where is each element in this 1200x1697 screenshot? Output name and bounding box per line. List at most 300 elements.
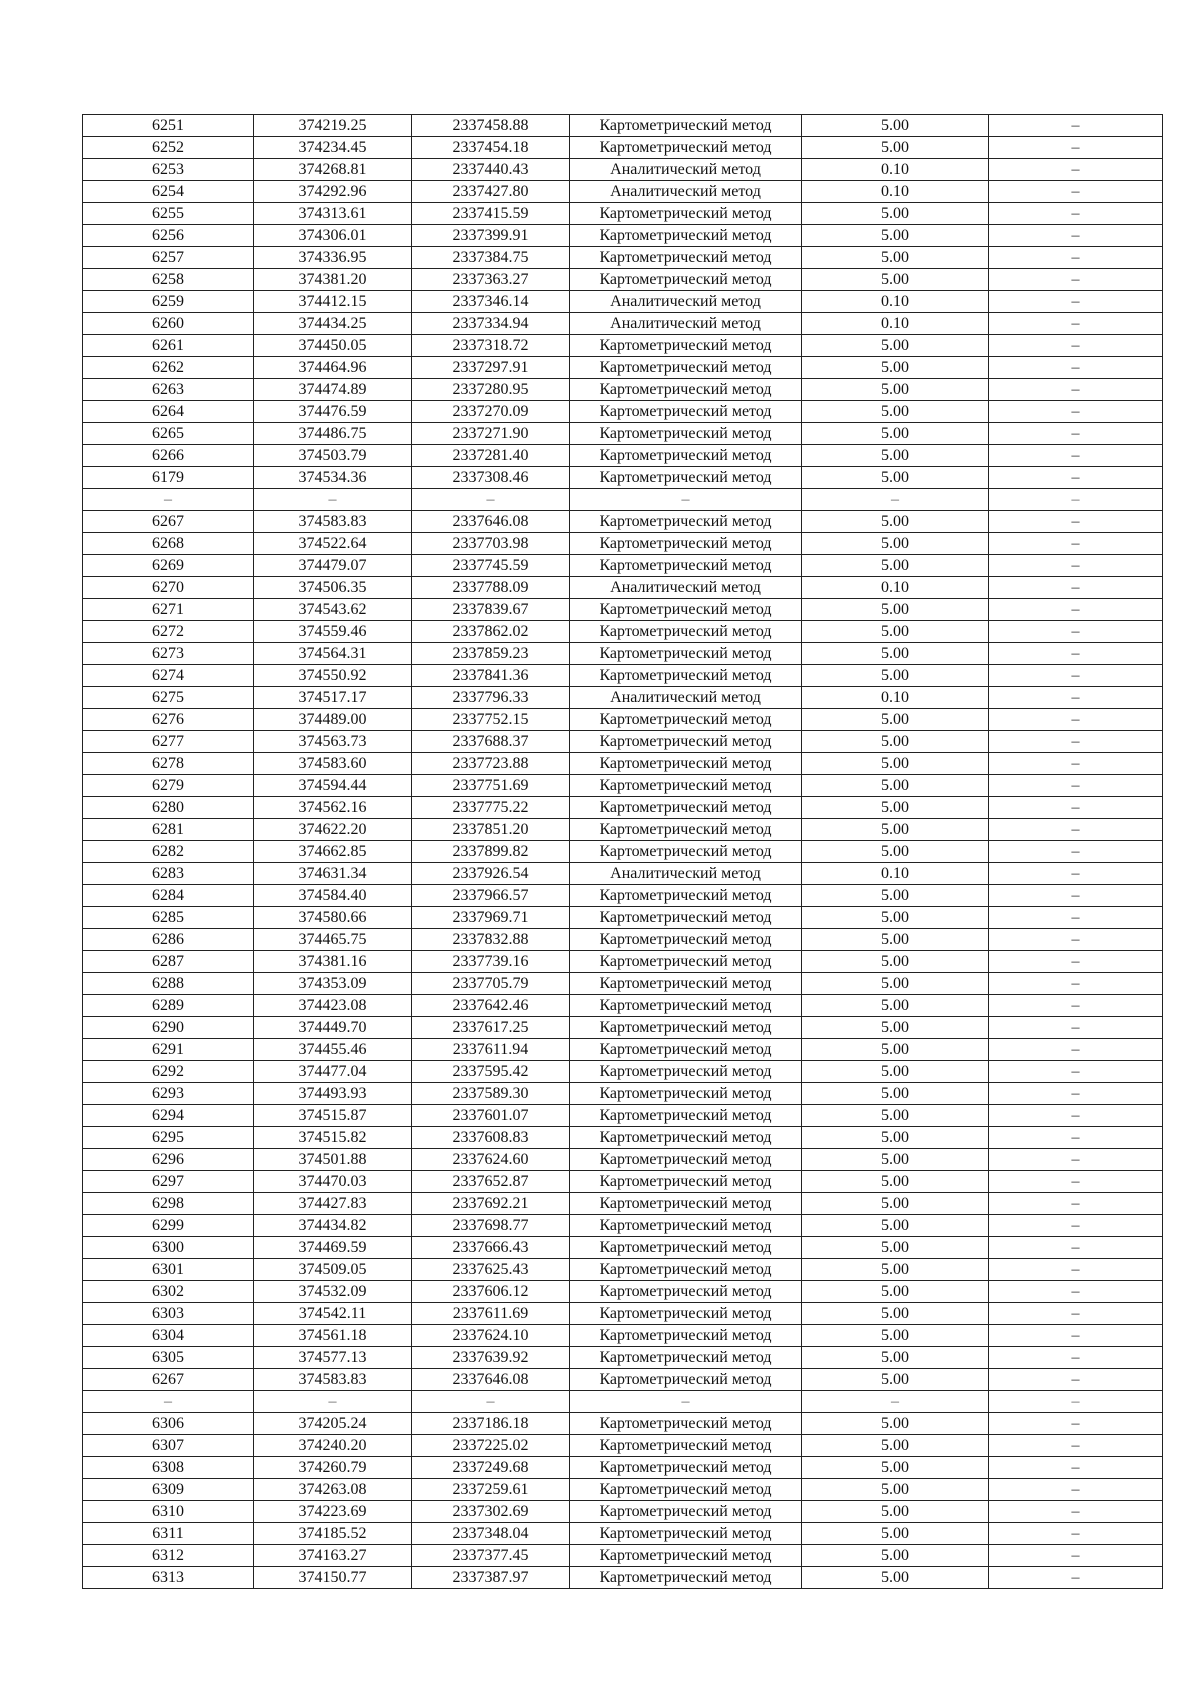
description-cell: – bbox=[989, 115, 1163, 137]
x-coordinate-cell: 374185.52 bbox=[254, 1523, 412, 1545]
description-cell: – bbox=[989, 753, 1163, 775]
point-number-cell: 6297 bbox=[83, 1171, 254, 1193]
precision-cell: – bbox=[802, 489, 989, 511]
precision-cell: 0.10 bbox=[802, 291, 989, 313]
x-coordinate-cell: 374577.13 bbox=[254, 1347, 412, 1369]
x-coordinate-cell: 374479.07 bbox=[254, 555, 412, 577]
description-cell: – bbox=[989, 1061, 1163, 1083]
x-coordinate-cell: 374583.83 bbox=[254, 511, 412, 533]
point-number-cell: 6179 bbox=[83, 467, 254, 489]
table-row bbox=[83, 1457, 1163, 1479]
precision-cell: 5.00 bbox=[802, 1171, 989, 1193]
table-row bbox=[83, 863, 1163, 885]
y-coordinate-cell: 2337595.42 bbox=[412, 1061, 570, 1083]
point-number-cell: 6269 bbox=[83, 555, 254, 577]
precision-cell: 5.00 bbox=[802, 731, 989, 753]
table-row bbox=[83, 1061, 1163, 1083]
point-number-cell: 6295 bbox=[83, 1127, 254, 1149]
method-cell: Картометрический метод bbox=[570, 885, 802, 907]
description-cell: – bbox=[989, 1237, 1163, 1259]
table-row bbox=[83, 203, 1163, 225]
point-number-cell: 6266 bbox=[83, 445, 254, 467]
method-cell: Картометрический метод bbox=[570, 357, 802, 379]
description-cell: – bbox=[989, 1259, 1163, 1281]
table-row bbox=[83, 533, 1163, 555]
y-coordinate-cell: 2337415.59 bbox=[412, 203, 570, 225]
precision-cell: 5.00 bbox=[802, 775, 989, 797]
x-coordinate-cell: 374543.62 bbox=[254, 599, 412, 621]
x-coordinate-cell: 374532.09 bbox=[254, 1281, 412, 1303]
precision-cell: 5.00 bbox=[802, 1083, 989, 1105]
table-row bbox=[83, 907, 1163, 929]
precision-cell: 5.00 bbox=[802, 555, 989, 577]
description-cell: – bbox=[989, 687, 1163, 709]
y-coordinate-cell: 2337851.20 bbox=[412, 819, 570, 841]
method-cell: Картометрический метод bbox=[570, 1501, 802, 1523]
method-cell: Картометрический метод bbox=[570, 467, 802, 489]
method-cell: Картометрический метод bbox=[570, 203, 802, 225]
description-cell: – bbox=[989, 1479, 1163, 1501]
description-cell: – bbox=[989, 1347, 1163, 1369]
point-number-cell: 6274 bbox=[83, 665, 254, 687]
x-coordinate-cell: 374517.17 bbox=[254, 687, 412, 709]
point-number-cell: 6296 bbox=[83, 1149, 254, 1171]
method-cell: Картометрический метод bbox=[570, 819, 802, 841]
x-coordinate-cell: 374434.82 bbox=[254, 1215, 412, 1237]
precision-cell: 5.00 bbox=[802, 841, 989, 863]
separator-row bbox=[83, 1391, 1163, 1413]
precision-cell: 0.10 bbox=[802, 313, 989, 335]
point-number-cell: 6253 bbox=[83, 159, 254, 181]
point-number-cell: 6289 bbox=[83, 995, 254, 1017]
description-cell: – bbox=[989, 379, 1163, 401]
y-coordinate-cell: 2337363.27 bbox=[412, 269, 570, 291]
y-coordinate-cell: 2337899.82 bbox=[412, 841, 570, 863]
point-number-cell: 6309 bbox=[83, 1479, 254, 1501]
precision-cell: 0.10 bbox=[802, 577, 989, 599]
table-row bbox=[83, 379, 1163, 401]
y-coordinate-cell: 2337788.09 bbox=[412, 577, 570, 599]
description-cell: – bbox=[989, 1017, 1163, 1039]
point-number-cell: 6276 bbox=[83, 709, 254, 731]
point-number-cell: 6300 bbox=[83, 1237, 254, 1259]
point-number-cell: 6270 bbox=[83, 577, 254, 599]
point-number-cell: 6254 bbox=[83, 181, 254, 203]
table-row bbox=[83, 775, 1163, 797]
point-number-cell: 6310 bbox=[83, 1501, 254, 1523]
point-number-cell: 6259 bbox=[83, 291, 254, 313]
y-coordinate-cell: 2337458.88 bbox=[412, 115, 570, 137]
y-coordinate-cell: 2337751.69 bbox=[412, 775, 570, 797]
y-coordinate-cell: 2337692.21 bbox=[412, 1193, 570, 1215]
description-cell: – bbox=[989, 1501, 1163, 1523]
description-cell: – bbox=[989, 445, 1163, 467]
point-number-cell: 6260 bbox=[83, 313, 254, 335]
method-cell: Картометрический метод bbox=[570, 1039, 802, 1061]
y-coordinate-cell: 2337646.08 bbox=[412, 1369, 570, 1391]
description-cell: – bbox=[989, 181, 1163, 203]
y-coordinate-cell: 2337270.09 bbox=[412, 401, 570, 423]
point-number-cell: 6308 bbox=[83, 1457, 254, 1479]
precision-cell: – bbox=[802, 1391, 989, 1413]
point-number-cell: 6281 bbox=[83, 819, 254, 841]
method-cell: Аналитический метод bbox=[570, 577, 802, 599]
point-number-cell: 6272 bbox=[83, 621, 254, 643]
y-coordinate-cell: 2337966.57 bbox=[412, 885, 570, 907]
point-number-cell: 6271 bbox=[83, 599, 254, 621]
description-cell: – bbox=[989, 1281, 1163, 1303]
description-cell: – bbox=[989, 313, 1163, 335]
y-coordinate-cell: 2337639.92 bbox=[412, 1347, 570, 1369]
description-cell: – bbox=[989, 885, 1163, 907]
description-cell: – bbox=[989, 1215, 1163, 1237]
y-coordinate-cell: 2337705.79 bbox=[412, 973, 570, 995]
table-row bbox=[83, 1479, 1163, 1501]
table-row bbox=[83, 885, 1163, 907]
precision-cell: 5.00 bbox=[802, 1259, 989, 1281]
description-cell: – bbox=[989, 1545, 1163, 1567]
x-coordinate-cell: 374381.16 bbox=[254, 951, 412, 973]
description-cell: – bbox=[989, 599, 1163, 621]
point-number-cell: 6294 bbox=[83, 1105, 254, 1127]
description-cell: – bbox=[989, 467, 1163, 489]
y-coordinate-cell: 2337384.75 bbox=[412, 247, 570, 269]
description-cell: – bbox=[989, 1127, 1163, 1149]
y-coordinate-cell: 2337862.02 bbox=[412, 621, 570, 643]
table-row bbox=[83, 467, 1163, 489]
table-row bbox=[83, 973, 1163, 995]
y-coordinate-cell: 2337399.91 bbox=[412, 225, 570, 247]
table-row bbox=[83, 1039, 1163, 1061]
x-coordinate-cell: 374234.45 bbox=[254, 137, 412, 159]
point-number-cell: 6278 bbox=[83, 753, 254, 775]
point-number-cell: 6252 bbox=[83, 137, 254, 159]
precision-cell: 5.00 bbox=[802, 1501, 989, 1523]
method-cell: Картометрический метод bbox=[570, 445, 802, 467]
description-cell: – bbox=[989, 1567, 1163, 1589]
method-cell: Картометрический метод bbox=[570, 643, 802, 665]
y-coordinate-cell: 2337589.30 bbox=[412, 1083, 570, 1105]
table-row bbox=[83, 753, 1163, 775]
point-number-cell: 6251 bbox=[83, 115, 254, 137]
y-coordinate-cell: 2337346.14 bbox=[412, 291, 570, 313]
y-coordinate-cell: 2337249.68 bbox=[412, 1457, 570, 1479]
y-coordinate-cell: 2337225.02 bbox=[412, 1435, 570, 1457]
precision-cell: 5.00 bbox=[802, 643, 989, 665]
method-cell: Картометрический метод bbox=[570, 511, 802, 533]
description-cell: – bbox=[989, 1193, 1163, 1215]
point-number-cell: 6302 bbox=[83, 1281, 254, 1303]
y-coordinate-cell: 2337739.16 bbox=[412, 951, 570, 973]
method-cell: Картометрический метод bbox=[570, 1281, 802, 1303]
description-cell: – bbox=[989, 1039, 1163, 1061]
description-cell: – bbox=[989, 1413, 1163, 1435]
table-row bbox=[83, 1017, 1163, 1039]
point-number-cell: 6305 bbox=[83, 1347, 254, 1369]
method-cell: Картометрический метод bbox=[570, 1435, 802, 1457]
description-cell: – bbox=[989, 621, 1163, 643]
y-coordinate-cell: 2337334.94 bbox=[412, 313, 570, 335]
precision-cell: 5.00 bbox=[802, 1457, 989, 1479]
description-cell: – bbox=[989, 225, 1163, 247]
precision-cell: 0.10 bbox=[802, 159, 989, 181]
table-row bbox=[83, 1545, 1163, 1567]
description-cell: – bbox=[989, 577, 1163, 599]
precision-cell: 5.00 bbox=[802, 1237, 989, 1259]
y-coordinate-cell: 2337752.15 bbox=[412, 709, 570, 731]
description-cell: – bbox=[989, 335, 1163, 357]
precision-cell: 5.00 bbox=[802, 1545, 989, 1567]
precision-cell: 5.00 bbox=[802, 203, 989, 225]
y-coordinate-cell: 2337703.98 bbox=[412, 533, 570, 555]
precision-cell: 5.00 bbox=[802, 599, 989, 621]
y-coordinate-cell: – bbox=[412, 489, 570, 511]
method-cell: Картометрический метод bbox=[570, 731, 802, 753]
table-row bbox=[83, 1193, 1163, 1215]
point-number-cell: 6313 bbox=[83, 1567, 254, 1589]
method-cell: Картометрический метод bbox=[570, 929, 802, 951]
y-coordinate-cell: 2337642.46 bbox=[412, 995, 570, 1017]
description-cell: – bbox=[989, 533, 1163, 555]
method-cell: Картометрический метод bbox=[570, 1149, 802, 1171]
precision-cell: 5.00 bbox=[802, 1105, 989, 1127]
method-cell: Картометрический метод bbox=[570, 533, 802, 555]
table-row bbox=[83, 1369, 1163, 1391]
table-row bbox=[83, 1171, 1163, 1193]
table-row bbox=[83, 115, 1163, 137]
coordinates-table-page bbox=[82, 114, 1162, 1589]
point-number-cell: 6292 bbox=[83, 1061, 254, 1083]
description-cell: – bbox=[989, 1325, 1163, 1347]
point-number-cell: – bbox=[83, 489, 254, 511]
y-coordinate-cell: 2337297.91 bbox=[412, 357, 570, 379]
y-coordinate-cell: 2337624.10 bbox=[412, 1325, 570, 1347]
precision-cell: 5.00 bbox=[802, 1193, 989, 1215]
y-coordinate-cell: 2337611.69 bbox=[412, 1303, 570, 1325]
description-cell: – bbox=[989, 247, 1163, 269]
precision-cell: 5.00 bbox=[802, 137, 989, 159]
y-coordinate-cell: 2337624.60 bbox=[412, 1149, 570, 1171]
y-coordinate-cell: 2337608.83 bbox=[412, 1127, 570, 1149]
y-coordinate-cell: 2337440.43 bbox=[412, 159, 570, 181]
method-cell: Картометрический метод bbox=[570, 753, 802, 775]
x-coordinate-cell: 374564.31 bbox=[254, 643, 412, 665]
y-coordinate-cell: 2337698.77 bbox=[412, 1215, 570, 1237]
table-row bbox=[83, 445, 1163, 467]
table-row bbox=[83, 1523, 1163, 1545]
method-cell: Картометрический метод bbox=[570, 621, 802, 643]
method-cell: Картометрический метод bbox=[570, 775, 802, 797]
description-cell: – bbox=[989, 643, 1163, 665]
x-coordinate-cell: 374263.08 bbox=[254, 1479, 412, 1501]
description-cell: – bbox=[989, 401, 1163, 423]
x-coordinate-cell: 374381.20 bbox=[254, 269, 412, 291]
point-number-cell: 6265 bbox=[83, 423, 254, 445]
method-cell: Картометрический метод bbox=[570, 1347, 802, 1369]
point-number-cell: 6282 bbox=[83, 841, 254, 863]
y-coordinate-cell: 2337839.67 bbox=[412, 599, 570, 621]
y-coordinate-cell: 2337308.46 bbox=[412, 467, 570, 489]
precision-cell: 5.00 bbox=[802, 1303, 989, 1325]
x-coordinate-cell: – bbox=[254, 1391, 412, 1413]
x-coordinate-cell: 374583.60 bbox=[254, 753, 412, 775]
precision-cell: 5.00 bbox=[802, 423, 989, 445]
table-row bbox=[83, 1237, 1163, 1259]
description-cell: – bbox=[989, 863, 1163, 885]
y-coordinate-cell: 2337723.88 bbox=[412, 753, 570, 775]
y-coordinate-cell: 2337259.61 bbox=[412, 1479, 570, 1501]
x-coordinate-cell: 374205.24 bbox=[254, 1413, 412, 1435]
y-coordinate-cell: 2337601.07 bbox=[412, 1105, 570, 1127]
table-row bbox=[83, 819, 1163, 841]
table-row bbox=[83, 137, 1163, 159]
method-cell: Картометрический метод bbox=[570, 225, 802, 247]
description-cell: – bbox=[989, 269, 1163, 291]
description-cell: – bbox=[989, 775, 1163, 797]
method-cell: – bbox=[570, 1391, 802, 1413]
point-number-cell: 6267 bbox=[83, 1369, 254, 1391]
precision-cell: 5.00 bbox=[802, 951, 989, 973]
x-coordinate-cell: 374292.96 bbox=[254, 181, 412, 203]
method-cell: Картометрический метод bbox=[570, 269, 802, 291]
coordinates-table-body bbox=[83, 115, 1163, 1589]
method-cell: Картометрический метод bbox=[570, 1127, 802, 1149]
method-cell: Картометрический метод bbox=[570, 951, 802, 973]
description-cell: – bbox=[989, 1523, 1163, 1545]
point-number-cell: 6306 bbox=[83, 1413, 254, 1435]
description-cell: – bbox=[989, 1435, 1163, 1457]
table-row bbox=[83, 1435, 1163, 1457]
precision-cell: 5.00 bbox=[802, 1127, 989, 1149]
table-row bbox=[83, 1259, 1163, 1281]
point-number-cell: 6287 bbox=[83, 951, 254, 973]
table-row bbox=[83, 731, 1163, 753]
x-coordinate-cell: 374470.03 bbox=[254, 1171, 412, 1193]
point-number-cell: 6288 bbox=[83, 973, 254, 995]
x-coordinate-cell: 374563.73 bbox=[254, 731, 412, 753]
method-cell: Аналитический метод bbox=[570, 313, 802, 335]
x-coordinate-cell: 374542.11 bbox=[254, 1303, 412, 1325]
precision-cell: 0.10 bbox=[802, 181, 989, 203]
description-cell: – bbox=[989, 973, 1163, 995]
point-number-cell: 6304 bbox=[83, 1325, 254, 1347]
point-number-cell: 6286 bbox=[83, 929, 254, 951]
precision-cell: 5.00 bbox=[802, 621, 989, 643]
precision-cell: 5.00 bbox=[802, 225, 989, 247]
x-coordinate-cell: 374583.83 bbox=[254, 1369, 412, 1391]
precision-cell: 5.00 bbox=[802, 1347, 989, 1369]
description-cell: – bbox=[989, 731, 1163, 753]
x-coordinate-cell: 374464.96 bbox=[254, 357, 412, 379]
table-row bbox=[83, 665, 1163, 687]
table-row bbox=[83, 929, 1163, 951]
x-coordinate-cell: 374455.46 bbox=[254, 1039, 412, 1061]
table-row bbox=[83, 1083, 1163, 1105]
point-number-cell: 6293 bbox=[83, 1083, 254, 1105]
table-row bbox=[83, 1149, 1163, 1171]
description-cell: – bbox=[989, 709, 1163, 731]
precision-cell: 5.00 bbox=[802, 973, 989, 995]
x-coordinate-cell: 374562.16 bbox=[254, 797, 412, 819]
method-cell: Картометрический метод bbox=[570, 1303, 802, 1325]
precision-cell: 5.00 bbox=[802, 379, 989, 401]
table-row bbox=[83, 313, 1163, 335]
point-number-cell: 6284 bbox=[83, 885, 254, 907]
precision-cell: 5.00 bbox=[802, 1017, 989, 1039]
x-coordinate-cell: 374534.36 bbox=[254, 467, 412, 489]
method-cell: Картометрический метод bbox=[570, 709, 802, 731]
method-cell: Картометрический метод bbox=[570, 907, 802, 929]
x-coordinate-cell: 374486.75 bbox=[254, 423, 412, 445]
table-row bbox=[83, 247, 1163, 269]
precision-cell: 5.00 bbox=[802, 467, 989, 489]
point-number-cell: 6257 bbox=[83, 247, 254, 269]
precision-cell: 5.00 bbox=[802, 885, 989, 907]
precision-cell: 5.00 bbox=[802, 115, 989, 137]
point-number-cell: – bbox=[83, 1391, 254, 1413]
precision-cell: 5.00 bbox=[802, 335, 989, 357]
table-row bbox=[83, 1501, 1163, 1523]
method-cell: Аналитический метод bbox=[570, 863, 802, 885]
x-coordinate-cell: 374515.87 bbox=[254, 1105, 412, 1127]
x-coordinate-cell: 374449.70 bbox=[254, 1017, 412, 1039]
y-coordinate-cell: 2337617.25 bbox=[412, 1017, 570, 1039]
point-number-cell: 6312 bbox=[83, 1545, 254, 1567]
x-coordinate-cell: 374594.44 bbox=[254, 775, 412, 797]
y-coordinate-cell: 2337348.04 bbox=[412, 1523, 570, 1545]
description-cell: – bbox=[989, 819, 1163, 841]
point-number-cell: 6275 bbox=[83, 687, 254, 709]
precision-cell: 5.00 bbox=[802, 1435, 989, 1457]
x-coordinate-cell: 374219.25 bbox=[254, 115, 412, 137]
point-number-cell: 6290 bbox=[83, 1017, 254, 1039]
precision-cell: 5.00 bbox=[802, 269, 989, 291]
description-cell: – bbox=[989, 555, 1163, 577]
table-row bbox=[83, 599, 1163, 621]
point-number-cell: 6258 bbox=[83, 269, 254, 291]
x-coordinate-cell: 374477.04 bbox=[254, 1061, 412, 1083]
x-coordinate-cell: 374559.46 bbox=[254, 621, 412, 643]
description-cell: – bbox=[989, 159, 1163, 181]
method-cell: Картометрический метод bbox=[570, 137, 802, 159]
x-coordinate-cell: 374515.82 bbox=[254, 1127, 412, 1149]
point-number-cell: 6298 bbox=[83, 1193, 254, 1215]
coordinates-table bbox=[82, 114, 1163, 1589]
precision-cell: 5.00 bbox=[802, 1413, 989, 1435]
table-row bbox=[83, 357, 1163, 379]
point-number-cell: 6299 bbox=[83, 1215, 254, 1237]
precision-cell: 5.00 bbox=[802, 819, 989, 841]
x-coordinate-cell: 374450.05 bbox=[254, 335, 412, 357]
table-row bbox=[83, 291, 1163, 313]
method-cell: Картометрический метод bbox=[570, 1105, 802, 1127]
description-cell: – bbox=[989, 137, 1163, 159]
y-coordinate-cell: 2337688.37 bbox=[412, 731, 570, 753]
y-coordinate-cell: 2337302.69 bbox=[412, 1501, 570, 1523]
method-cell: – bbox=[570, 489, 802, 511]
x-coordinate-cell: 374622.20 bbox=[254, 819, 412, 841]
y-coordinate-cell: 2337646.08 bbox=[412, 511, 570, 533]
method-cell: Картометрический метод bbox=[570, 1369, 802, 1391]
precision-cell: 0.10 bbox=[802, 863, 989, 885]
x-coordinate-cell: 374313.61 bbox=[254, 203, 412, 225]
table-row bbox=[83, 1325, 1163, 1347]
table-row bbox=[83, 423, 1163, 445]
point-number-cell: 6268 bbox=[83, 533, 254, 555]
precision-cell: 5.00 bbox=[802, 929, 989, 951]
x-coordinate-cell: 374336.95 bbox=[254, 247, 412, 269]
table-row bbox=[83, 511, 1163, 533]
